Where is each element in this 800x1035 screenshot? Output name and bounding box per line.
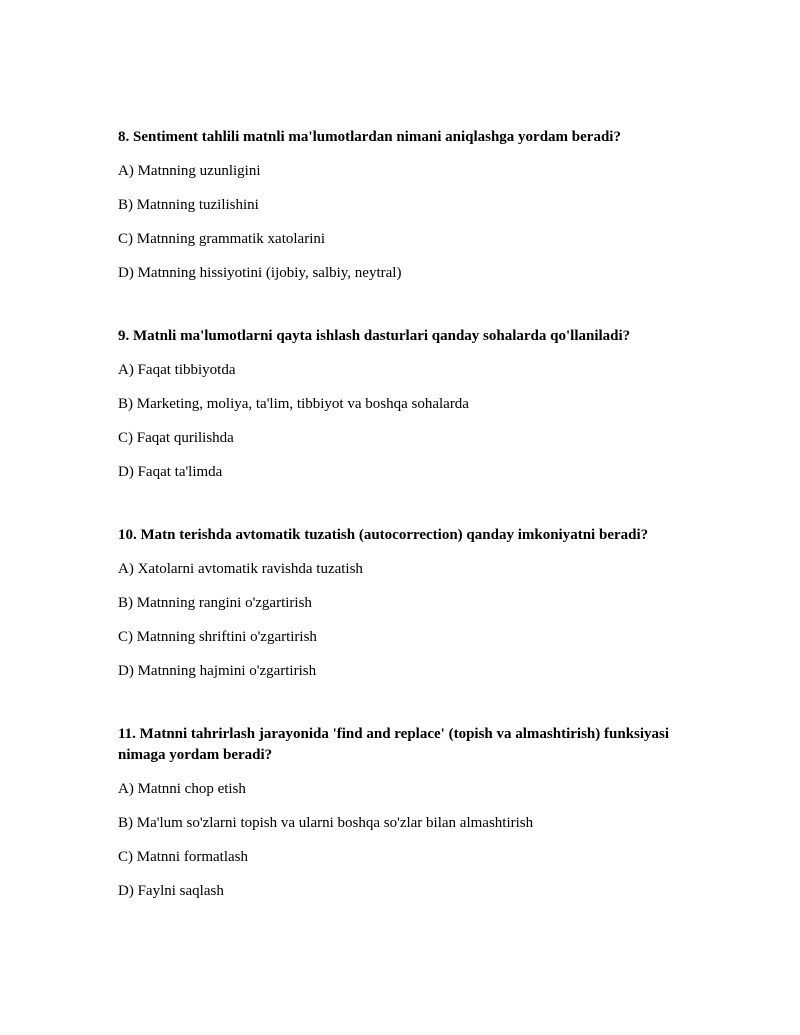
option-c: C) Matnning grammatik xatolarini [118,231,326,247]
question-text: 10. Matn terishda avtomatik tuzatish (autocorrection) qanday imkoniyatni beradi? [118,527,649,543]
option-b: B) Ma'lum so'zlarni topish va ularni boshqa so'zlar bilan almashtirish [118,815,534,831]
question-list [118,127,718,944]
question-text: 8. Sentiment tahlili matnli ma'lumotlardan nimani aniqlashga yordam beradi? [118,129,621,145]
option-b: B) Matnning tuzilishini [118,197,259,213]
option-c: C) Matnni formatlash [118,849,248,865]
option-d: D) Faqat ta'limda [118,464,223,480]
question-9 [118,326,718,483]
option-b: B) Matnning rangini o'zgartirish [118,595,312,611]
question-text: 11. Matnni tahrirlash jarayonida 'find and replace' (topish va almashtirish) funksiyasi nimaga yordam beradi? [118,726,670,763]
option-a: A) Faqat tibbiyotda [118,362,236,378]
question-11 [118,724,718,902]
option-d: D) Matnning hissiyotini (ijobiy, salbiy, neytral) [118,265,402,281]
option-d: D) Matnning hajmini o'zgartirish [118,663,317,679]
question-10 [118,525,718,682]
option-a: A) Matnni chop etish [118,781,246,797]
question-text: 9. Matnli ma'lumotlarni qayta ishlash dasturlari qanday sohalarda qo'llaniladi? [118,328,631,344]
option-c: C) Matnning shriftini o'zgartirish [118,629,317,645]
option-d: D) Faylni saqlash [118,883,224,899]
option-b: B) Marketing, moliya, ta'lim, tibbiyot va boshqa sohalarda [118,396,469,412]
option-a: A) Matnning uzunligini [118,163,261,179]
question-8 [118,127,718,284]
option-a: A) Xatolarni avtomatik ravishda tuzatish [118,561,363,577]
option-c: C) Faqat qurilishda [118,430,234,446]
